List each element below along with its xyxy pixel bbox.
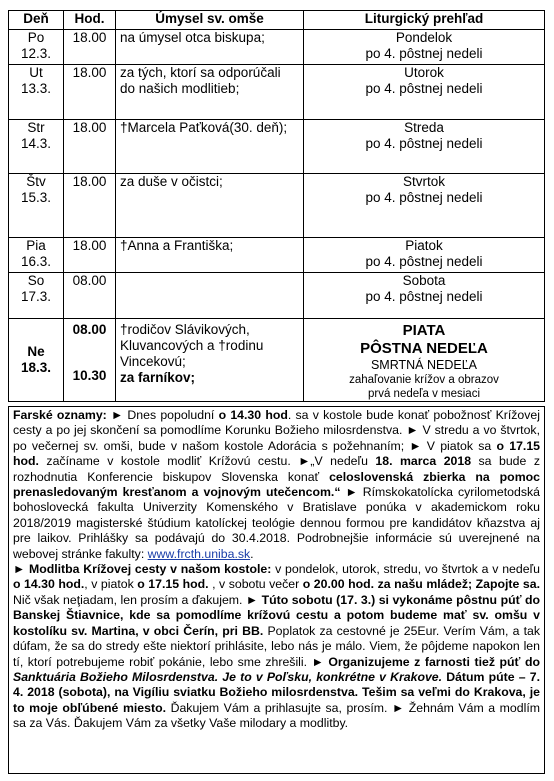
header-hour: Hod. — [64, 11, 116, 30]
liturgy-cell: Stvrtok po 4. pôstnej nedeli — [304, 174, 545, 238]
table-row — [9, 273, 545, 319]
hour-cell: 18.00 — [64, 30, 116, 65]
liturgy-cell: Sobota po 4. pôstnej nedeli — [304, 273, 545, 319]
table-row — [9, 120, 545, 174]
intention-cell: za duše v očistci; — [116, 174, 304, 238]
table-header-row — [9, 11, 545, 30]
faculty-website-link[interactable]: www.frcth.uniba.sk — [147, 546, 251, 561]
day-cell: Str 14.3. — [9, 120, 64, 174]
liturgy-cell: Pondelok po 4. pôstnej nedeli — [304, 30, 545, 65]
intention-cell: †Marcela Paťková(30. deň); — [116, 120, 304, 174]
header-day: Deň — [9, 11, 64, 30]
liturgy-cell: PIATA PÔSTNA NEDEĽA SMRTNÁ NEDEĽA zahaľovanie krížov a obrazov prvá nedeľa v mesiaci — [304, 319, 545, 402]
intention-cell: †Anna a Františka; — [116, 238, 304, 273]
liturgy-cell: Piatok po 4. pôstnej nedeli — [304, 238, 545, 273]
hour-cell: 18.00 — [64, 238, 116, 273]
intention-cell: na úmysel otca biskupa; — [116, 30, 304, 65]
day-cell: So 17.3. — [9, 273, 64, 319]
liturgy-cell: Streda po 4. pôstnej nedeli — [304, 120, 545, 174]
liturgy-cell: Utorok po 4. pôstnej nedeli — [304, 65, 545, 120]
hour-cell: 18.00 — [64, 174, 116, 238]
parish-announcements — [8, 406, 545, 774]
day-cell: Pia 16.3. — [9, 238, 64, 273]
header-intention: Úmysel sv. omše — [116, 11, 304, 30]
day-cell: Ut 13.3. — [9, 65, 64, 120]
hour-cell: 08.00 10.30 — [64, 319, 116, 402]
header-liturgy: Liturgický prehľad — [304, 11, 545, 30]
mass-schedule-table — [8, 10, 545, 402]
day-cell: Po 12.3. — [9, 30, 64, 65]
hour-cell: 08.00 — [64, 273, 116, 319]
table-row — [9, 174, 545, 238]
table-row-sunday — [9, 319, 545, 402]
hour-cell: 18.00 — [64, 65, 116, 120]
intention-cell — [116, 273, 304, 319]
intention-cell: za tých, ktorí sa odporúčali do našich modlitieb; — [116, 65, 304, 120]
hour-cell: 18.00 — [64, 120, 116, 174]
announcements-paragraph-1: Farské oznamy: ► Dnes popoludní o 14.30 hod. sa v kostole bude konať pobožnosť Krížovej cesty a po jej skončení sa pomodlíme Korunku Božieho milosrdenstva. ► V stredu a vo štvrtok, po večernej sv. omši, bude v našom kostole Adorácia s požehnaním; ► V piatok sa o 17.15 hod. začíname v kostole modliť Krížovú cestu. ►„V nedeľu 18. marca 2018 sa bude z rozhodnutia Konferencie biskupov Slovenska konať celoslovenská zbierka na pomoc prenasledovaným kresťanom a vojnovým utečencom.“ ► Rímskokatolícka cyrilometodská bohoslovecká fakulta Univerzity Komenského v Bratislave ponúka v akademickom roku 2018/2019 magisterské štúdium katolíckej teológie dennou formou pre kandidátov kňazstva aj pre laikov. Prihlášky sa podávajú do 30.4.2018. Podrobnejšie informácie sú uverejnené na webovej stránke fakulty: www.frcth.uniba.sk. — [13, 408, 541, 561]
intention-cell: †rodičov Slávikových, Kluvancových a †rodinu Vincekovú; za farníkov; — [116, 319, 304, 402]
table-row — [9, 65, 545, 120]
table-row — [9, 238, 545, 273]
table-row — [9, 30, 545, 65]
announcements-paragraph-2: ► Modlitba Krížovej cesty v našom kostole: v pondelok, utorok, stredu, vo štvrtok a v nedeľu o 14.30 hod., v piatok o 17.15 hod. , v sobotu večer o 20.00 hod. za našu mládež; Zapojte sa. Nič však neţiadam, len prosím a ďakujem. ► Túto sobotu (17. 3.) si vykonáme pôstnu púť do Banskej Štiavnice, kde sa pomodlíme krížovú cestu a potom budeme mať sv. omšu v kostolíku sv. Martina, v obci Čerín, pri BB. Poplatok za cestovné je 25Eur. Verím Vám, a tak dúfam, že sa do stredy ešte niektorí prihlásite, lebo nás je málo. Viem, že pôjdeme napokon len tí, ktorí potrebujeme robiť pokánie, lebo sme zhrešili. ► Organizujeme z farnosti tiež púť do Sanktuária Božieho Milosrdenstva. Je to v Poľsku, konkrétne v Krakove. Dátum púte – 7. 4. 2018 (sobota), na Vigíliu sviatku Božieho milosrdenstva. Tešim sa veľmi do Krakova, je to moje obľúbené miesto. Ďakujem Vám a prihlasujte sa, prosím. ► Žehnám Vám a modlím sa za Vás. Ďakujem Vám za všetky Vaše milodary a modlitby. — [13, 562, 540, 731]
day-cell: Ne 18.3. — [9, 319, 64, 402]
day-cell: Štv 15.3. — [9, 174, 64, 238]
